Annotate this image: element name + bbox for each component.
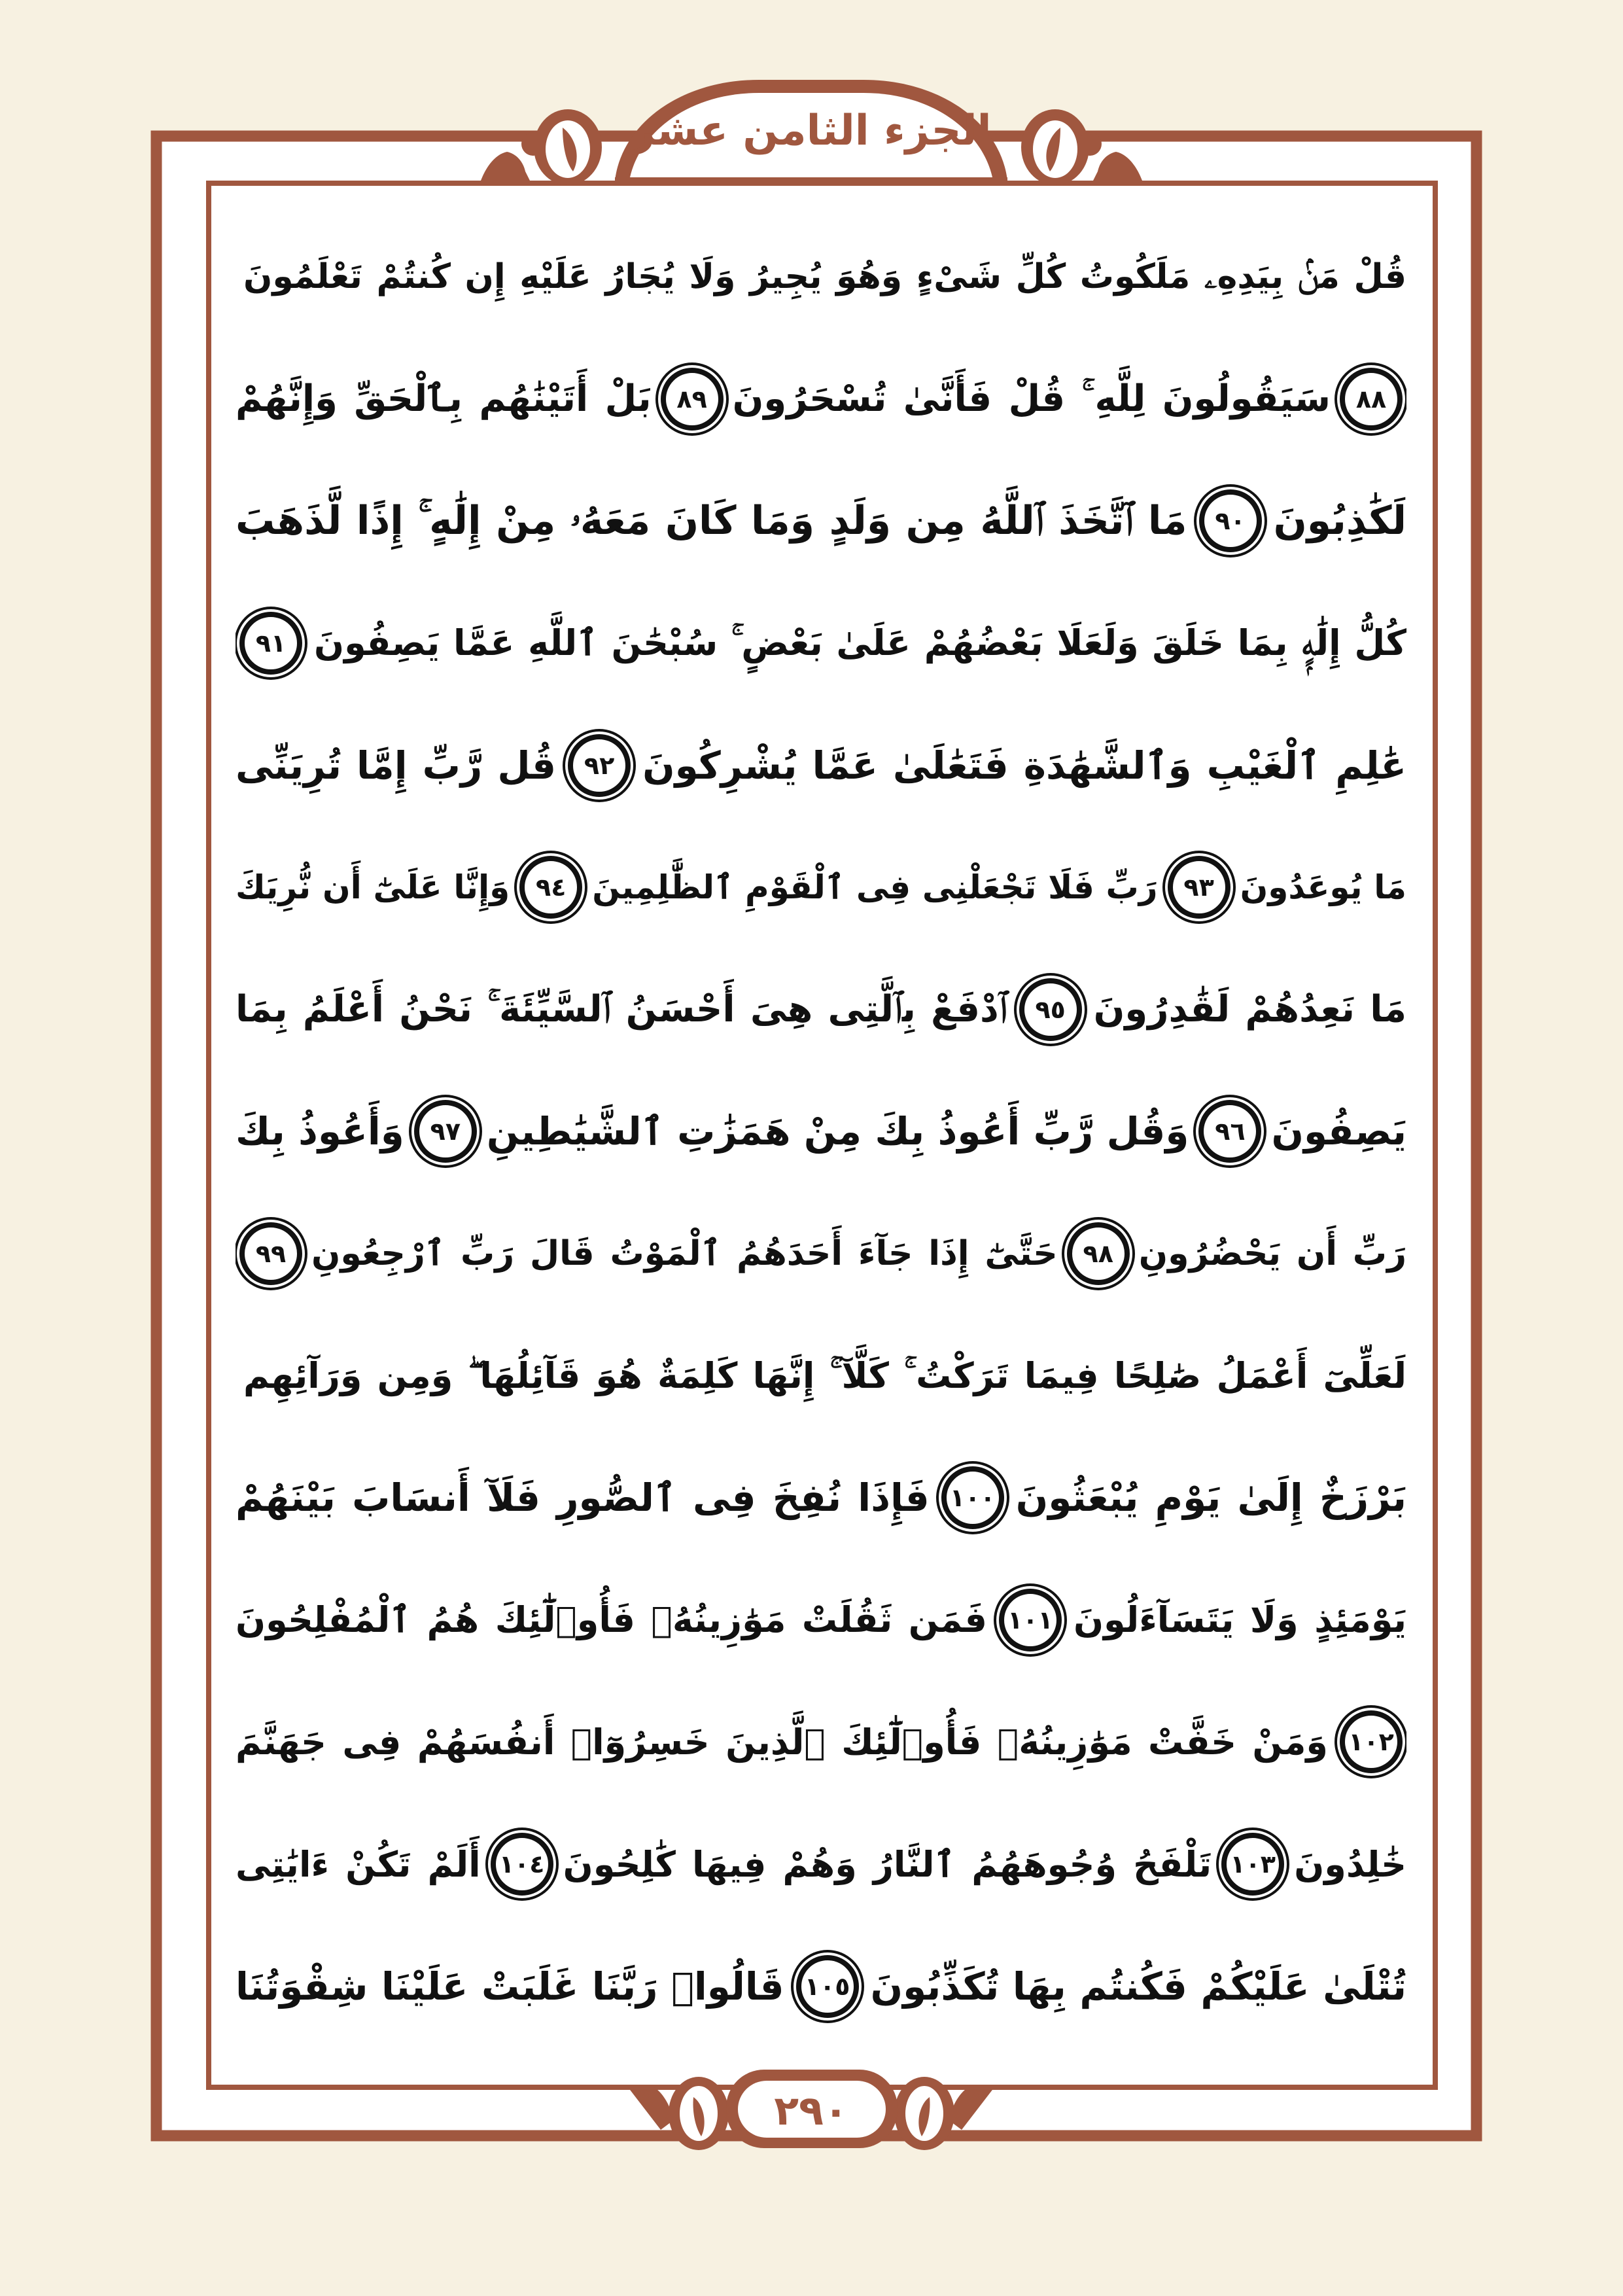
text-line	[236, 826, 1406, 949]
ayah-number-marker: ٩١	[239, 612, 302, 675]
ayah-number-marker: ١٠٠	[941, 1466, 1004, 1529]
verse-text: كُلُّ إِلَٰهٍۭ بِمَا خَلَقَ وَلَعَلَا بَعْضُهُمْ عَلَىٰ بَعْضٍ ۚ سُبْحَٰنَ ٱللَّهِ عَمَّا يَصِفُونَ	[314, 622, 1406, 664]
verse-text: مَا يُوعَدُونَ	[1240, 868, 1406, 907]
ayah-number-marker: ٨٨	[1340, 368, 1403, 431]
verse-text: وَمَنْ خَفَّتْ مَوَٰزِينُهُۥ فَأُو۟لَٰٓئِكَ ٱلَّذِينَ خَسِرُوٓا۟ أَنفُسَهُمْ فِى جَهَنَّمَ	[236, 1721, 1328, 1763]
ayah-number-marker: ٩٠	[1199, 489, 1262, 552]
ayah-number-marker: ٩٣	[1168, 856, 1230, 919]
verse-text: خَٰلِدُونَ	[1294, 1843, 1406, 1885]
ayah-number-marker: ١٠٣	[1221, 1833, 1284, 1896]
verse-text: فَإِذَا نُفِخَ فِى ٱلصُّورِ فَلَآ أَنسَابَ بَيْنَهُمْ	[236, 1475, 930, 1521]
verse-text: وَإِنَّا عَلَىٰٓ أَن نُّرِيَكَ	[236, 868, 510, 907]
ayah-number-marker: ٩٤	[519, 856, 582, 919]
page-number: ٢٩٠	[774, 2086, 848, 2134]
ayah-number-marker: ٩٩	[239, 1222, 302, 1285]
verse-text: تُتْلَىٰ عَلَيْكُمْ فَكُنتُم بِهَا تُكَذِّبُونَ	[870, 1964, 1406, 2009]
text-line	[236, 1437, 1406, 1559]
text-line	[236, 1070, 1406, 1193]
verse-text: أَلَمْ تَكُنْ ءَايَٰتِى	[236, 1843, 481, 1885]
verse-text: بَرْزَخٌ إِلَىٰ يَوْمِ يُبْعَثُونَ	[1015, 1475, 1406, 1521]
verse-text: قَالُوا۟ رَبَّنَا غَلَبَتْ عَلَيْنَا شِقْوَتُنَا	[236, 1964, 784, 2009]
text-line	[236, 1193, 1406, 1315]
ayah-number-marker: ٩٨	[1067, 1222, 1130, 1285]
verse-text: مَا نَعِدُهُمْ لَقَٰدِرُونَ	[1093, 988, 1406, 1031]
verse-text: مَا ٱتَّخَذَ ٱللَّهُ مِن وَلَدٍ وَمَا كَانَ مَعَهُۥ مِنْ إِلَٰهٍ ۚ إِذًا لَّذَهَبَ	[236, 498, 1187, 544]
ayah-number-marker: ١٠٤	[491, 1833, 553, 1896]
ayah-number-marker: ٩٥	[1019, 978, 1082, 1041]
verse-text: فَمَن ثَقُلَتْ مَوَٰزِينُهُۥ فَأُو۟لَٰٓئِكَ هُمُ ٱلْمُفْلِحُونَ	[236, 1599, 987, 1641]
verse-text: لَكَٰذِبُونَ	[1273, 498, 1406, 544]
text-line	[236, 1803, 1406, 1926]
verse-text: لَعَلِّىٓ أَعْمَلُ صَٰلِحًا فِيمَا تَرَكْتُ ۚ كَلَّآ ۚ إِنَّهَا كَلِمَةٌ هُوَ قَآئِلُهَا ۖ وَمِن وَرَآئِهِم	[243, 1354, 1406, 1396]
text-line	[236, 1315, 1406, 1437]
verse-text: يَوْمَئِذٍ وَلَا يَتَسَآءَلُونَ	[1073, 1599, 1406, 1641]
text-line	[236, 704, 1406, 826]
verse-text: قُل رَّبِّ إِمَّا تُرِيَنِّى	[236, 743, 557, 788]
text-line	[236, 949, 1406, 1071]
text-line	[236, 1681, 1406, 1803]
verse-text: سَيَقُولُونَ لِلَّهِ ۚ قُلْ فَأَنَّىٰ تُسْحَرُونَ	[732, 377, 1331, 420]
text-line	[236, 582, 1406, 705]
juz-title: الجزء الثامن عشر	[631, 107, 992, 155]
verse-text: وَقُل رَّبِّ أَعُوذُ بِكَ مِنْ هَمَزَٰتِ ٱلشَّيَٰطِينِ	[486, 1109, 1189, 1154]
verse-text: تَلْفَحُ وُجُوهَهُمُ ٱلنَّارُ وَهُمْ فِيهَا كَٰلِحُونَ	[563, 1843, 1212, 1885]
verse-text: ٱدْفَعْ بِٱلَّتِى هِىَ أَحْسَنُ ٱلسَّيِّئَةَ ۚ نَحْنُ أَعْلَمُ بِمَا	[236, 987, 1007, 1031]
verse-text: بَلْ أَتَيْنَٰهُم بِٱلْحَقِّ وَإِنَّهُمْ	[236, 378, 652, 421]
text-line	[236, 1559, 1406, 1682]
ayah-number-marker: ١٠٥	[796, 1955, 859, 2018]
verse-text: عَٰلِمِ ٱلْغَيْبِ وَٱلشَّهَٰدَةِ فَتَعَٰلَىٰ عَمَّا يُشْرِكُونَ	[642, 743, 1406, 788]
text-line	[236, 216, 1406, 338]
ayah-number-marker: ٨٩	[661, 368, 724, 431]
text-line	[236, 338, 1406, 461]
ayah-number-marker: ١٠١	[999, 1589, 1062, 1651]
ayah-number-marker: ٩٦	[1198, 1100, 1261, 1163]
text-line	[236, 460, 1406, 582]
verse-text: قُلْ مَنۢ بِيَدِهِۦ مَلَكُوتُ كُلِّ شَىْءٍ وَهُوَ يُجِيرُ وَلَا يُجَارُ عَلَيْهِ إِن كُنتُمْ تَعْلَمُونَ	[243, 256, 1406, 296]
quran-text	[236, 216, 1406, 2048]
text-line	[236, 1925, 1406, 2047]
verse-text: رَبِّ فَلَا تَجْعَلْنِى فِى ٱلْقَوْمِ ٱلظَّٰلِمِينَ	[592, 868, 1158, 907]
ayah-number-marker: ٩٢	[568, 734, 631, 797]
verse-text: وَأَعُوذُ بِكَ	[236, 1109, 404, 1154]
ayah-number-marker: ١٠٢	[1340, 1710, 1403, 1773]
verse-text: حَتَّىٰٓ إِذَا جَآءَ أَحَدَهُمُ ٱلْمَوْتُ قَالَ رَبِّ ٱرْجِعُونِ	[311, 1234, 1058, 1274]
ayah-number-marker: ٩٧	[414, 1100, 477, 1163]
verse-text: يَصِفُونَ	[1271, 1109, 1406, 1154]
verse-text: رَبِّ أَن يَحْضُرُونِ	[1138, 1234, 1406, 1274]
